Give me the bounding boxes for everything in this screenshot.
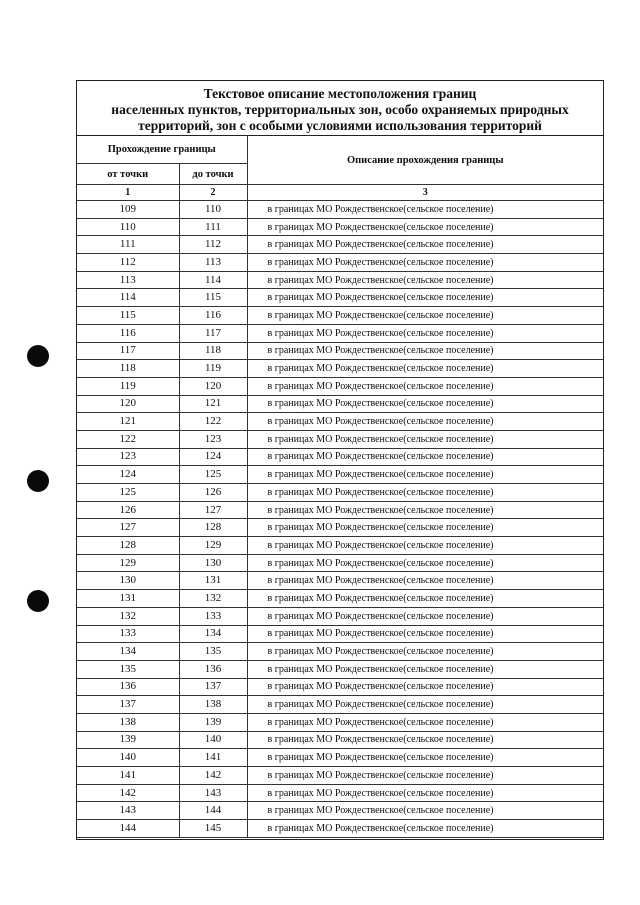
table-row [77,767,603,785]
cell-description: в границах МО Рождественское(сельское поселение) [247,713,603,731]
cell-description: в границах МО Рождественское(сельское поселение) [247,784,603,802]
cell-to-point: 114 [179,271,247,289]
cell-description: в границах МО Рождественское(сельское поселение) [247,767,603,785]
cell-to-point: 119 [179,360,247,378]
cell-from-point: 115 [77,307,179,325]
table-row [77,307,603,325]
cell-description: в границах МО Рождественское(сельское поселение) [247,590,603,608]
cell-description: в границах МО Рождественское(сельское поселение) [247,572,603,590]
cell-to-point: 129 [179,537,247,555]
cell-to-point: 131 [179,572,247,590]
cell-description: в границах МО Рождественское(сельское поселение) [247,678,603,696]
cell-to-point: 113 [179,254,247,272]
table-row [77,643,603,661]
cell-to-point: 110 [179,201,247,219]
cell-to-point: 122 [179,413,247,431]
table-row [77,537,603,555]
table-row [77,395,603,413]
table-body [77,201,603,838]
cell-from-point: 137 [77,696,179,714]
cell-to-point: 118 [179,342,247,360]
cell-from-point: 138 [77,713,179,731]
cell-to-point: 135 [179,643,247,661]
cell-description: в границах МО Рождественское(сельское поселение) [247,307,603,325]
cell-from-point: 123 [77,448,179,466]
cell-description: в границах МО Рождественское(сельское поселение) [247,749,603,767]
cell-from-point: 119 [77,377,179,395]
cell-from-point: 124 [77,466,179,484]
cell-to-point: 145 [179,820,247,838]
cell-from-point: 136 [77,678,179,696]
title-line-1: Текстовое описание местоположения границ [203,86,477,101]
table-row [77,360,603,378]
cell-description: в границах МО Рождественское(сельское поселение) [247,731,603,749]
cell-from-point: 142 [77,784,179,802]
cell-from-point: 131 [77,590,179,608]
table-row [77,678,603,696]
table-row [77,820,603,838]
table-row [77,218,603,236]
header-passage: Прохождение границы [77,136,247,164]
table-row [77,625,603,643]
cell-to-point: 133 [179,607,247,625]
table-row [77,236,603,254]
cell-to-point: 128 [179,519,247,537]
cell-to-point: 143 [179,784,247,802]
cell-to-point: 137 [179,678,247,696]
cell-description: в границах МО Рождественское(сельское поселение) [247,289,603,307]
cell-description: в границах МО Рождественское(сельское поселение) [247,360,603,378]
header-col-number-2: 2 [179,185,247,201]
cell-to-point: 132 [179,590,247,608]
cell-from-point: 122 [77,430,179,448]
table-row [77,749,603,767]
cell-from-point: 141 [77,767,179,785]
boundary-table [77,136,603,838]
cell-to-point: 134 [179,625,247,643]
cell-description: в границах МО Рождественское(сельское поселение) [247,430,603,448]
title-line-2: населенных пунктов, территориальных зон, особо охраняемых природных [111,102,569,117]
cell-from-point: 127 [77,519,179,537]
cell-description: в границах МО Рождественское(сельское поселение) [247,377,603,395]
cell-to-point: 125 [179,466,247,484]
cell-from-point: 132 [77,607,179,625]
header-col-number-3: 3 [247,185,603,201]
cell-description: в границах МО Рождественское(сельское поселение) [247,271,603,289]
table-row [77,413,603,431]
cell-from-point: 113 [77,271,179,289]
cell-from-point: 129 [77,554,179,572]
cell-to-point: 144 [179,802,247,820]
cell-description: в границах МО Рождественское(сельское поселение) [247,254,603,272]
punch-hole-middle [27,470,49,492]
cell-to-point: 116 [179,307,247,325]
cell-to-point: 141 [179,749,247,767]
cell-description: в границах МО Рождественское(сельское поселение) [247,218,603,236]
cell-from-point: 117 [77,342,179,360]
cell-from-point: 111 [77,236,179,254]
cell-to-point: 139 [179,713,247,731]
cell-description: в границах МО Рождественское(сельское поселение) [247,625,603,643]
cell-to-point: 124 [179,448,247,466]
cell-description: в границах МО Рождественское(сельское поселение) [247,519,603,537]
cell-description: в границах МО Рождественское(сельское поселение) [247,696,603,714]
cell-to-point: 142 [179,767,247,785]
table-row [77,201,603,219]
table-row [77,448,603,466]
table-row [77,271,603,289]
cell-description: в границах МО Рождественское(сельское поселение) [247,413,603,431]
table-row [77,731,603,749]
cell-from-point: 110 [77,218,179,236]
table-row [77,660,603,678]
cell-to-point: 117 [179,324,247,342]
header-from-point: от точки [77,164,179,185]
cell-description: в границах МО Рождественское(сельское поселение) [247,607,603,625]
document-frame [76,80,604,840]
cell-from-point: 144 [77,820,179,838]
table-row [77,377,603,395]
header-to-point: до точки [179,164,247,185]
cell-from-point: 125 [77,484,179,502]
cell-from-point: 118 [77,360,179,378]
cell-to-point: 140 [179,731,247,749]
cell-description: в границах МО Рождественское(сельское поселение) [247,236,603,254]
cell-to-point: 127 [179,501,247,519]
cell-from-point: 126 [77,501,179,519]
table-row [77,607,603,625]
punch-hole-bottom [27,590,49,612]
cell-from-point: 134 [77,643,179,661]
table-row [77,572,603,590]
cell-from-point: 116 [77,324,179,342]
document-title [77,81,603,136]
table-row [77,519,603,537]
cell-description: в границах МО Рождественское(сельское поселение) [247,820,603,838]
cell-from-point: 128 [77,537,179,555]
cell-description: в границах МО Рождественское(сельское поселение) [247,643,603,661]
table-row [77,590,603,608]
cell-from-point: 114 [77,289,179,307]
cell-description: в границах МО Рождественское(сельское поселение) [247,466,603,484]
table-row [77,784,603,802]
cell-from-point: 121 [77,413,179,431]
cell-from-point: 120 [77,395,179,413]
cell-to-point: 112 [179,236,247,254]
table-row [77,696,603,714]
cell-description: в границах МО Рождественское(сельское поселение) [247,537,603,555]
cell-from-point: 135 [77,660,179,678]
cell-to-point: 120 [179,377,247,395]
table-row [77,501,603,519]
cell-description: в границах МО Рождественское(сельское поселение) [247,448,603,466]
cell-description: в границах МО Рождественское(сельское поселение) [247,660,603,678]
cell-to-point: 138 [179,696,247,714]
header-col-number-1: 1 [77,185,179,201]
cell-from-point: 130 [77,572,179,590]
cell-description: в границах МО Рождественское(сельское поселение) [247,324,603,342]
cell-description: в границах МО Рождественское(сельское поселение) [247,501,603,519]
cell-from-point: 139 [77,731,179,749]
table-row [77,466,603,484]
table-row [77,713,603,731]
cell-from-point: 109 [77,201,179,219]
table-row [77,342,603,360]
table-row [77,802,603,820]
cell-to-point: 126 [179,484,247,502]
table-row [77,484,603,502]
cell-description: в границах МО Рождественское(сельское поселение) [247,802,603,820]
cell-from-point: 112 [77,254,179,272]
table-row [77,289,603,307]
cell-from-point: 140 [77,749,179,767]
cell-from-point: 143 [77,802,179,820]
cell-to-point: 123 [179,430,247,448]
table-row [77,554,603,572]
cell-to-point: 121 [179,395,247,413]
punch-hole-top [27,345,49,367]
cell-to-point: 115 [179,289,247,307]
cell-description: в границах МО Рождественское(сельское поселение) [247,484,603,502]
cell-description: в границах МО Рождественское(сельское поселение) [247,554,603,572]
title-line-3: территорий, зон с особыми условиями использования территорий [138,118,542,133]
cell-description: в границах МО Рождественское(сельское поселение) [247,395,603,413]
cell-from-point: 133 [77,625,179,643]
cell-to-point: 136 [179,660,247,678]
cell-description: в границах МО Рождественское(сельское поселение) [247,201,603,219]
table-row [77,430,603,448]
cell-description: в границах МО Рождественское(сельское поселение) [247,342,603,360]
cell-to-point: 111 [179,218,247,236]
table-row [77,324,603,342]
cell-to-point: 130 [179,554,247,572]
table-row [77,254,603,272]
header-description: Описание прохождения границы [247,136,603,185]
